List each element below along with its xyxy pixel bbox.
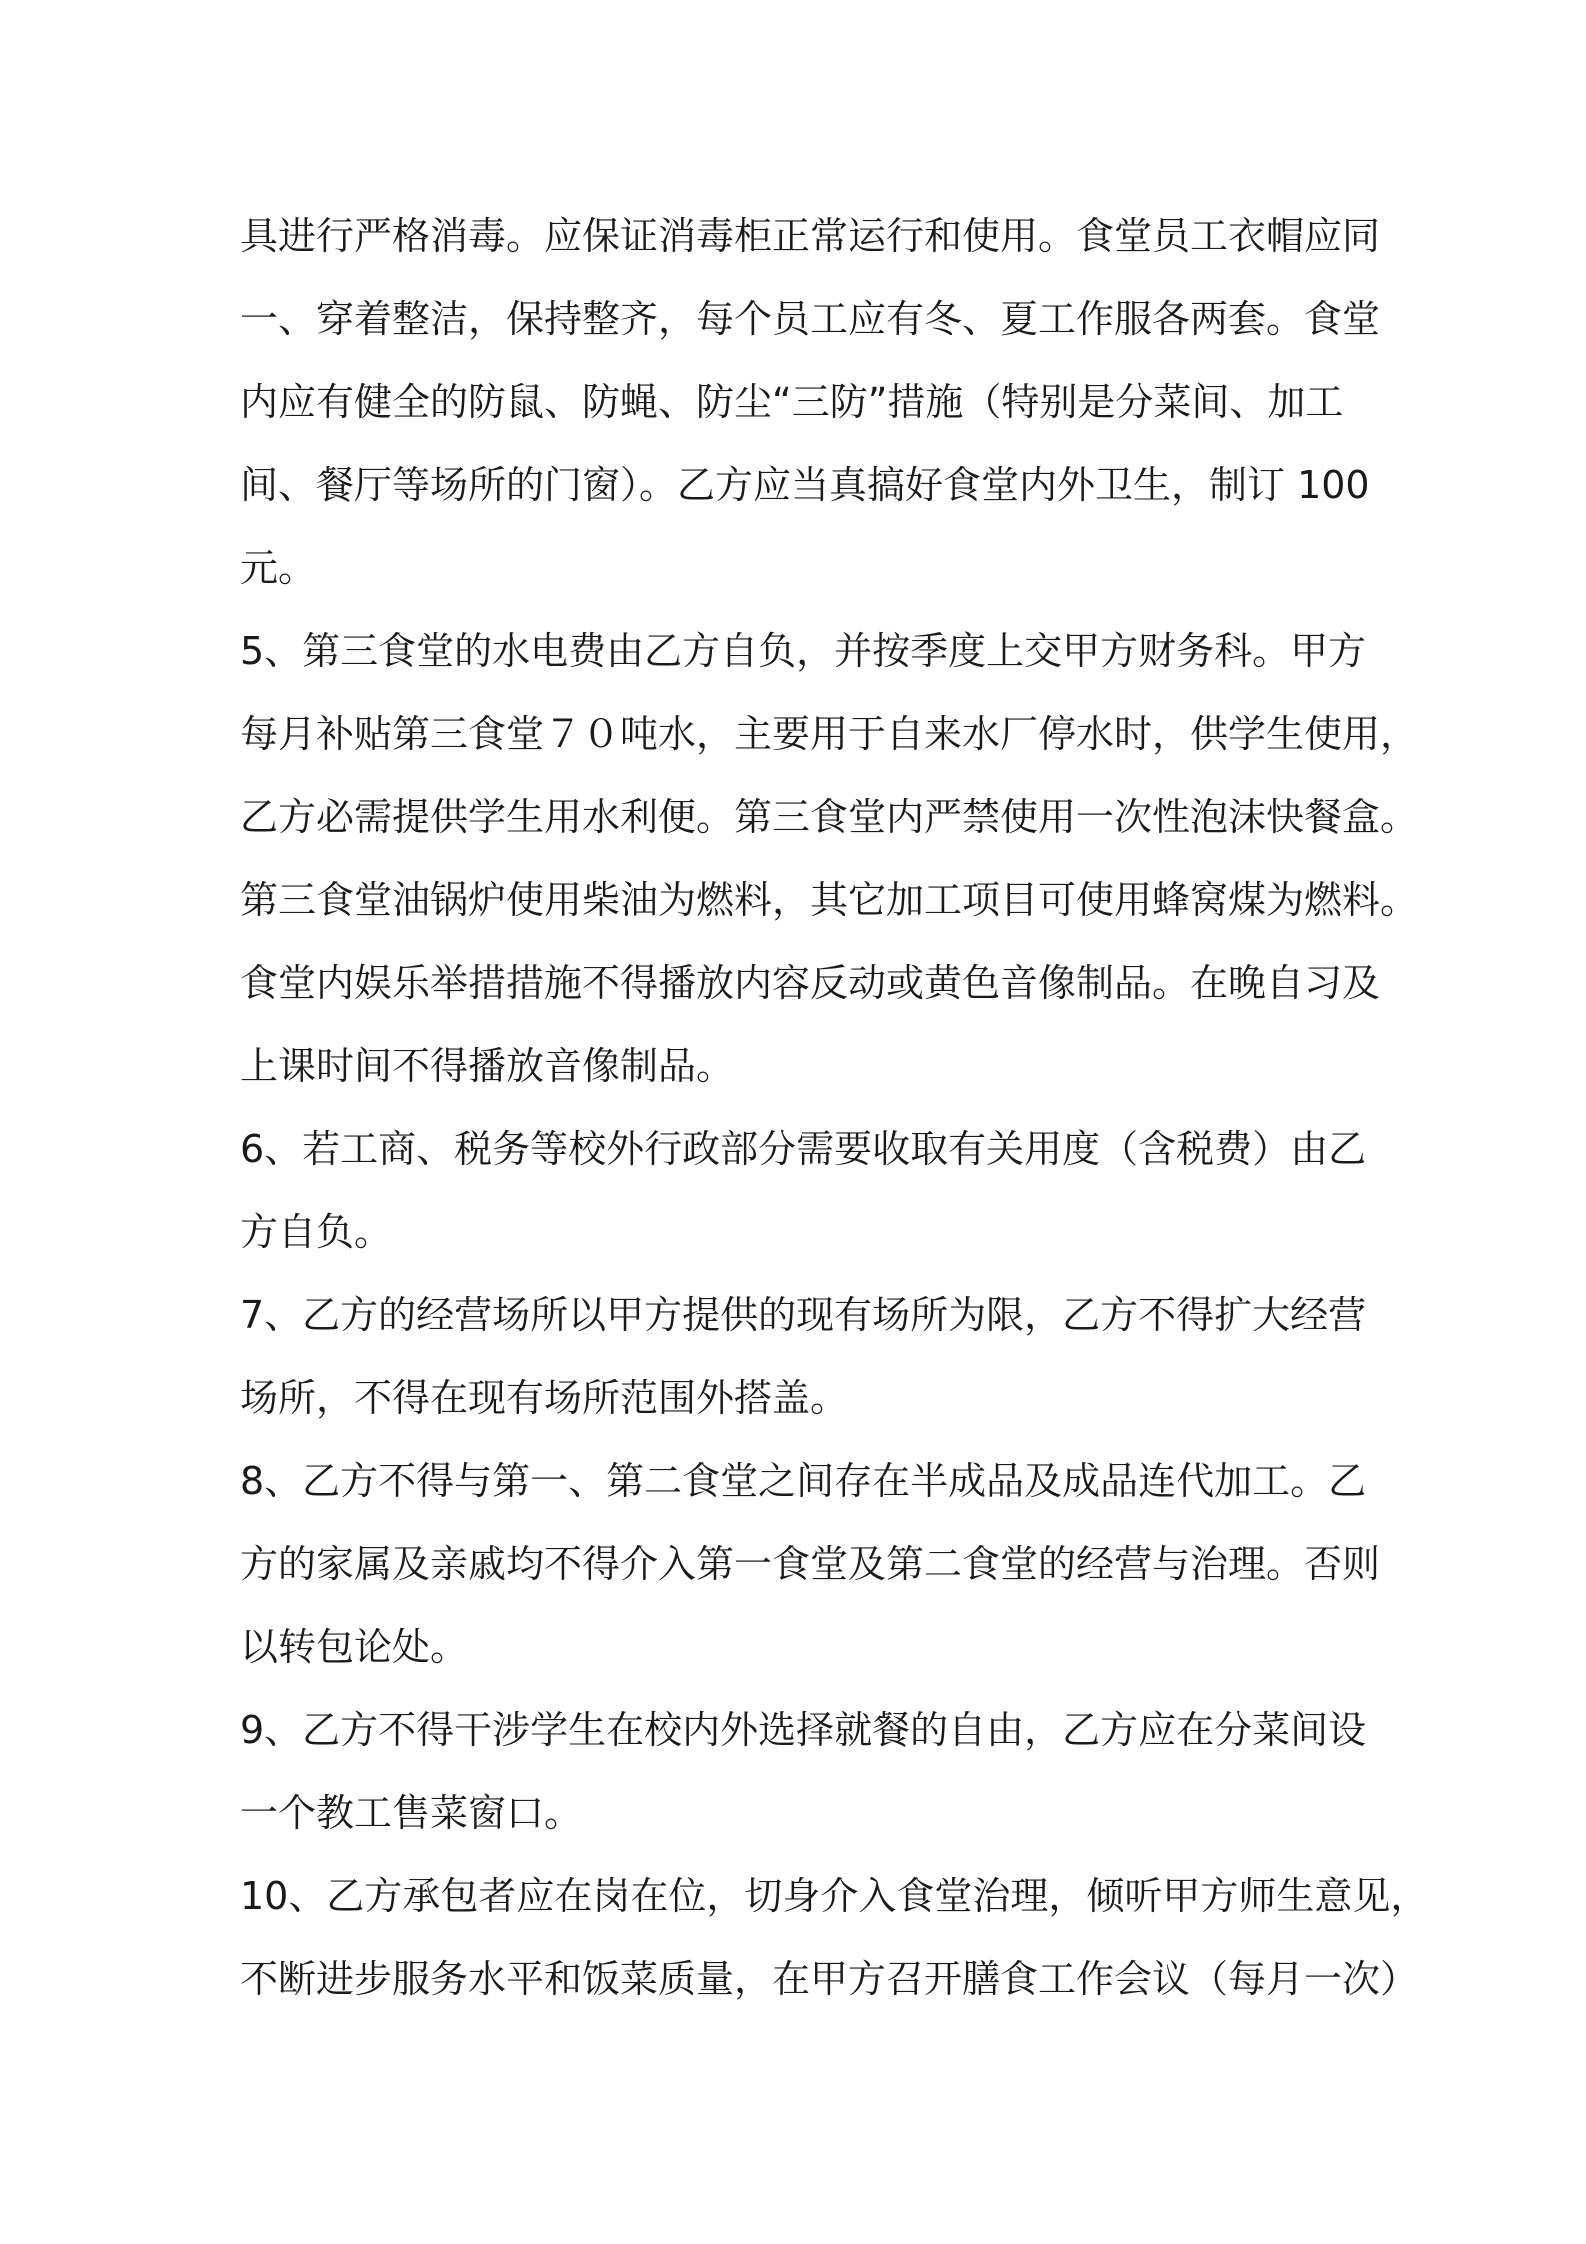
paragraph-item-7 xyxy=(240,1274,1367,1440)
text-line: 7、乙方的经营场所以甲方提供的现有场所为限，乙方不得扩大经营 xyxy=(240,1293,1367,1337)
text-line: 间、餐厅等场所的门窗）。乙方应当真搞好食堂内外卫生，制订 100 xyxy=(240,463,1370,507)
text-line: 元。 xyxy=(240,546,317,590)
text-line: 场所，不得在现有场所范围外搭盖。 xyxy=(240,1376,849,1420)
text-line: 第三食堂油锅炉使用柴油为燃料，其它加工项目可使用蜂窝煤为燃料。 xyxy=(240,878,1419,922)
paragraph-continuation xyxy=(240,195,1381,610)
text-line: 以转包论处。 xyxy=(240,1625,469,1669)
text-line: 一、穿着整洁，保持整齐，每个员工应有冬、夏工作服各两套。食堂 xyxy=(240,297,1381,341)
paragraph-item-6 xyxy=(240,1108,1367,1274)
text-line: 5、第三食堂的水电费由乙方自负，并按季度上交甲方财务科。甲方 xyxy=(240,629,1367,673)
text-line: 一个教工售菜窗口。 xyxy=(240,1791,583,1835)
text-line: 8、乙方不得与第一、第二食堂之间存在半成品及成品连代加工。乙 xyxy=(240,1459,1367,1503)
paragraph-item-8 xyxy=(240,1440,1381,1689)
text-line: 方自负。 xyxy=(240,1210,393,1254)
text-line: 9、乙方不得干涉学生在校内外选择就餐的自由，乙方应在分菜间设 xyxy=(240,1708,1367,1752)
text-line: 上课时间不得播放音像制品。 xyxy=(240,1044,735,1088)
paragraph-item-5 xyxy=(240,610,1419,1108)
text-line: 每月补贴第三食堂７０吨水，主要用于自来水厂停水时，供学生使用， xyxy=(240,712,1419,756)
text-line: 乙方必需提供学生用水利便。第三食堂内严禁使用一次性泡沫快餐盒。 xyxy=(240,795,1419,839)
text-line: 10、乙方承包者应在岗在位，切身介入食堂治理，倾听甲方师生意见， xyxy=(240,1874,1429,1918)
paragraph-item-10 xyxy=(240,1855,1429,2021)
text-line: 6、若工商、税务等校外行政部分需要收取有关用度（含税费）由乙 xyxy=(240,1127,1367,1171)
document-body xyxy=(240,195,1429,2021)
text-line: 内应有健全的防鼠、防蝇、防尘“三防”措施（特别是分菜间、加工 xyxy=(240,380,1344,424)
text-line: 不断进步服务水平和饭菜质量，在甲方召开膳食工作会议（每月一次） xyxy=(240,1957,1419,2001)
paragraph-item-9 xyxy=(240,1689,1367,1855)
text-line: 食堂内娱乐举措措施不得播放内容反动或黄色音像制品。在晚自习及 xyxy=(240,961,1381,1005)
text-line: 方的家属及亲戚均不得介入第一食堂及第二食堂的经营与治理。否则 xyxy=(240,1542,1381,1586)
text-line: 具进行严格消毒。应保证消毒柜正常运行和使用。食堂员工衣帽应同 xyxy=(240,214,1381,258)
